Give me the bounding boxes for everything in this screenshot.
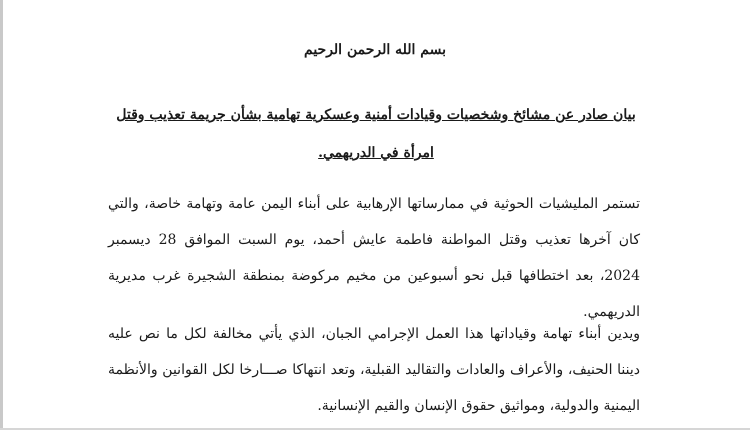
- statement-title: بيان صادر عن مشائخ وشخصيات وقيادات أمنية وعسكرية تهامية بشأن جريمة تعذيب وقتل امرأة في الدريهمي.: [116, 107, 636, 161]
- basmala-heading: بسم الله الرحمن الرحيم: [304, 42, 446, 58]
- page-border-left: [0, 0, 3, 430]
- paragraph-1: تستمر المليشيات الحوثية في ممارساتها الإرهابية على أبناء اليمن عامة وتهامة خاصة، والتي كان آخرها تعذيب وقتل المواطنة فاطمة عايش أحمد، يوم السبت الموافق 28 ديسمبر 2024، بعد اختطافها قبل نحو أسبوعين من مخيم مركوضة بمنطقة الشجيرة غرب مديرية الدريهمي.: [108, 196, 640, 320]
- paragraph-2: ويدين أبناء تهامة وقياداتها هذا العمل الإجرامي الجبان، الذي يأتي مخالفة لكل ما نص عليه ديننا الحنيف، والأعراف والعادات والتقاليد القبلية، وتعد انتهاكا صـــارخا لكل القوانين والأنظمة اليمنية والدولية، ومواثيق حقوق الإنسان والقيم الإنسانية.: [108, 326, 640, 414]
